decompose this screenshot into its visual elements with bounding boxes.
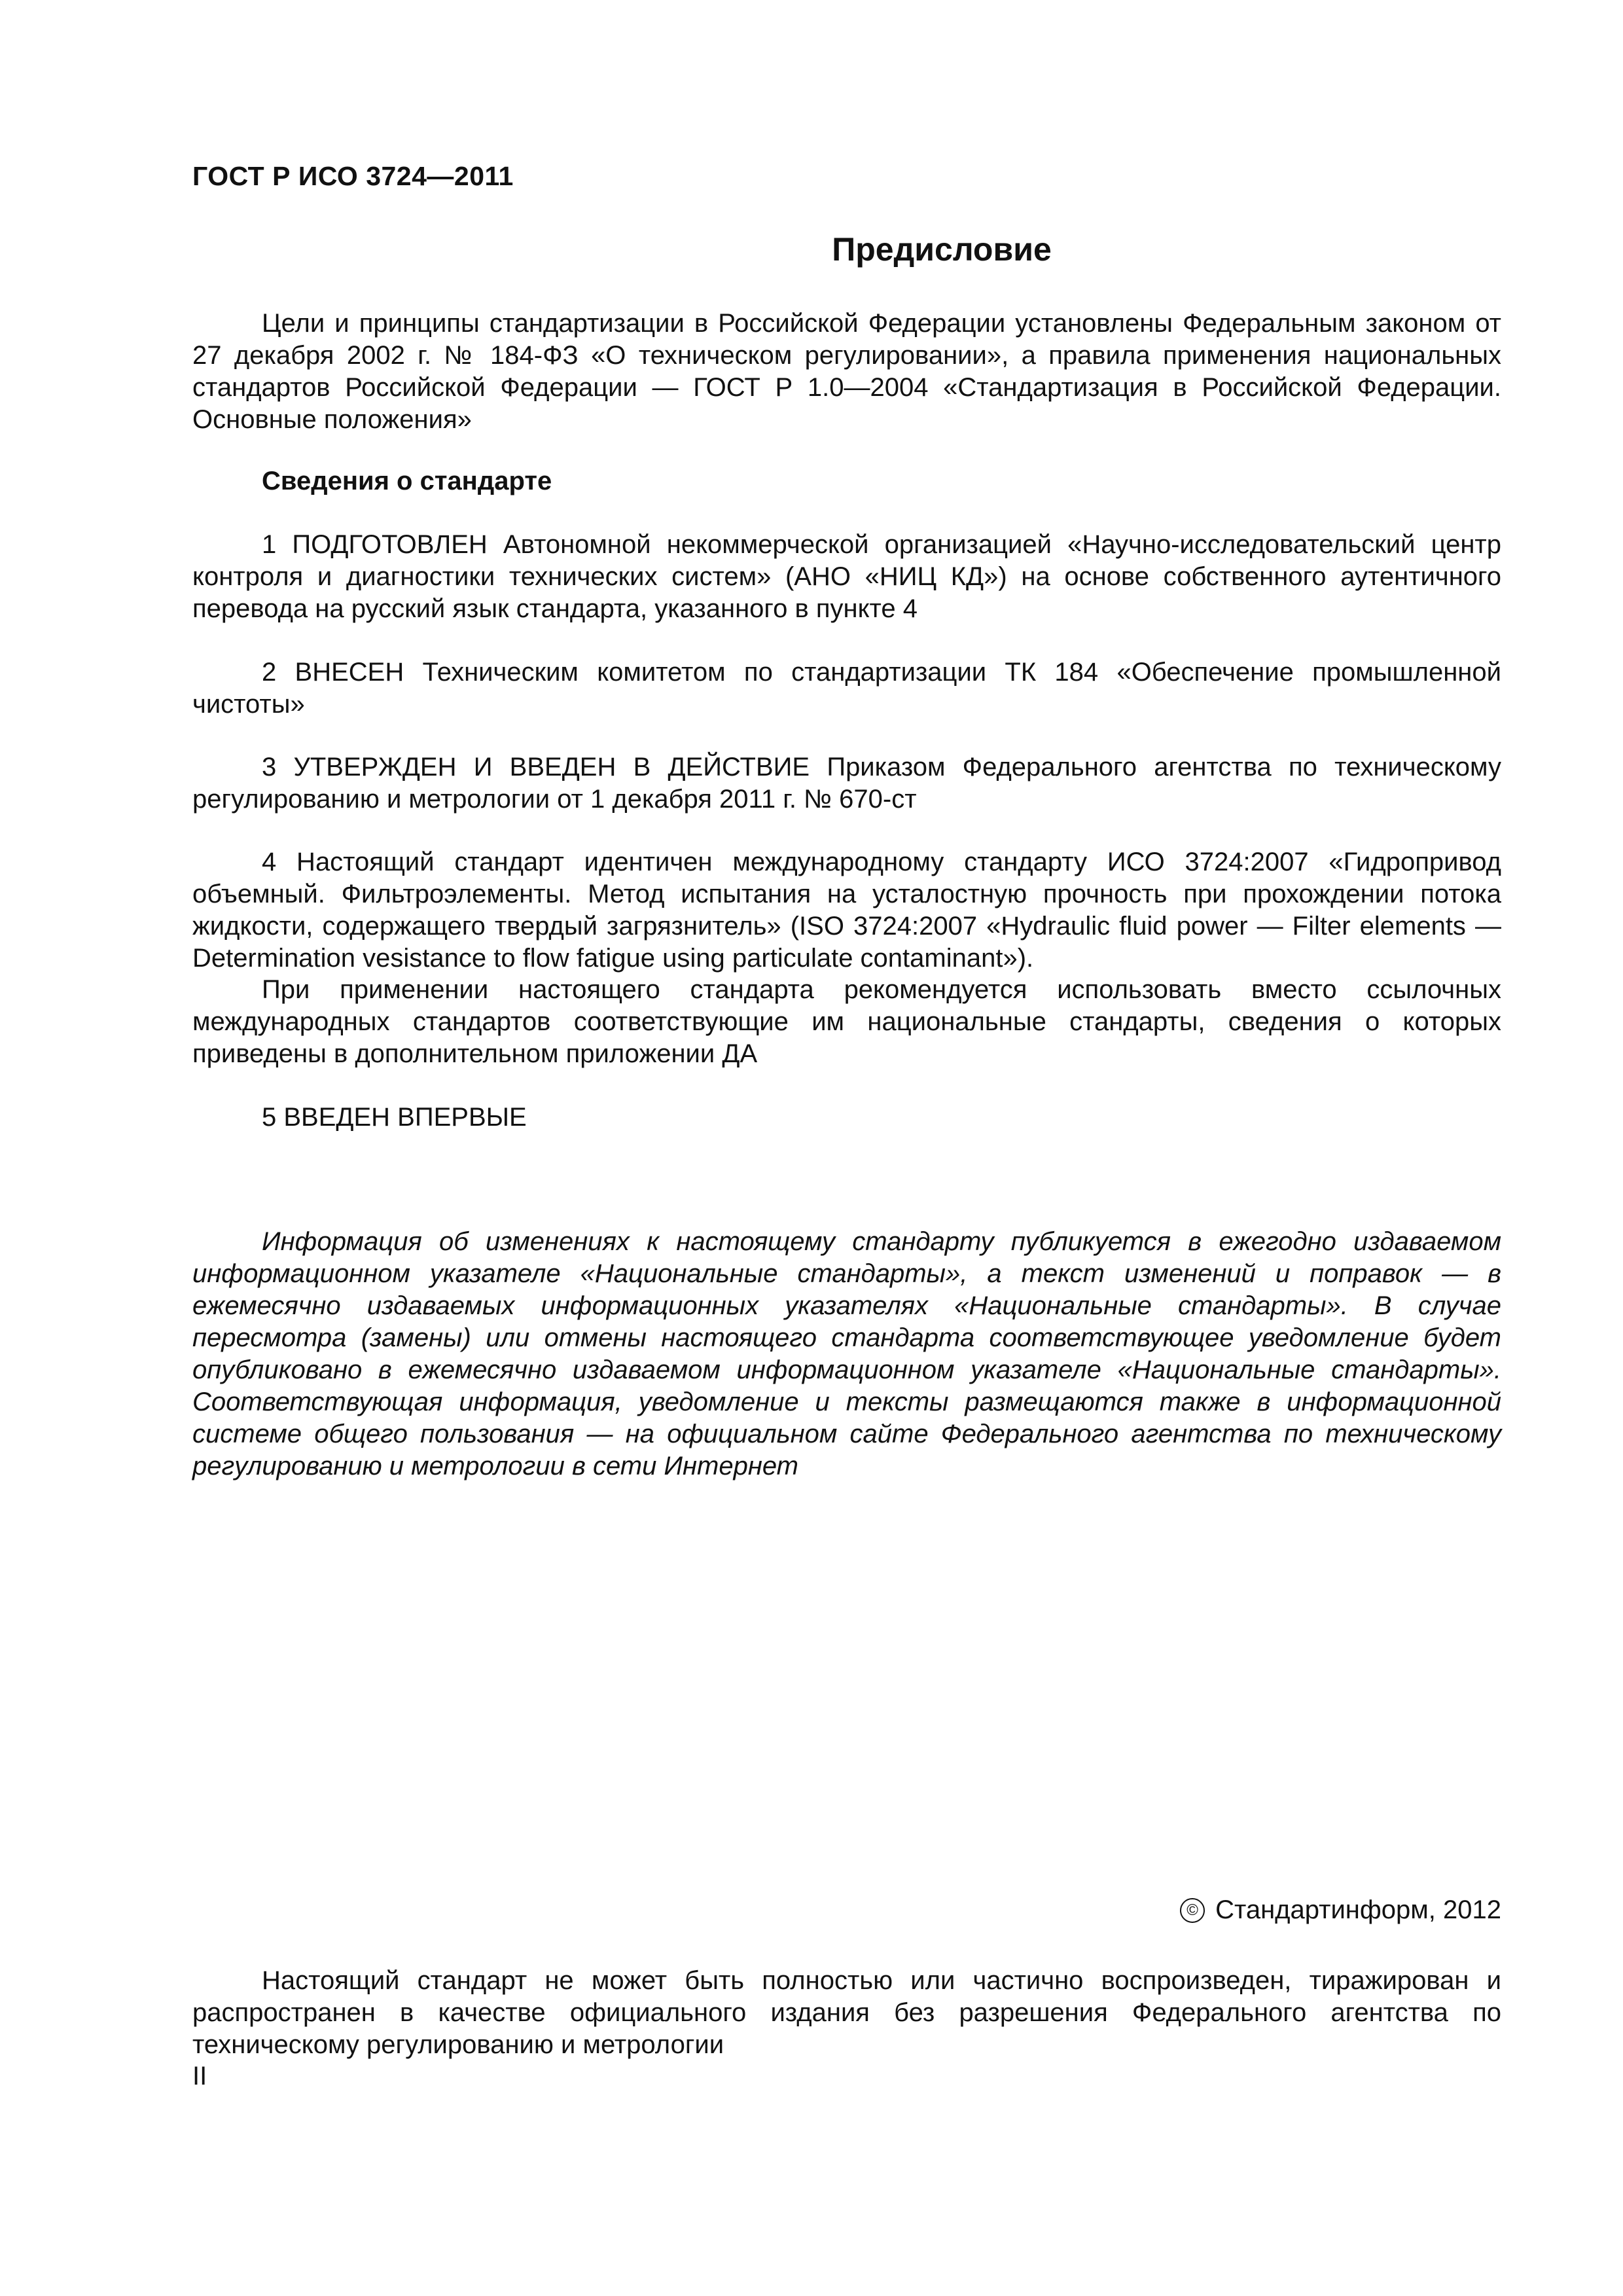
info-heading: Сведения о стандарте <box>262 467 552 495</box>
item-1-paragraph: 1 ПОДГОТОВЛЕН Автономной некоммерческой организацией «Научно-исследовательский центр контроля и диагностики технических систем» (АНО «НИЦ КД») на основе собственного аутентичного перевода на русский язык стандарта, указанного в пункте 4 <box>192 530 1501 623</box>
page-title: Предисловие <box>832 231 1052 268</box>
reproduction-notice-paragraph: Настоящий стандарт не может быть полностью или частично воспроизведен, тиражирован и распространен в качестве официального издания без разрешения Федерального агентства по техническому регулированию и метрологии <box>192 1966 1501 2059</box>
item-4-note-paragraph: При применении настоящего стандарта рекомендуется использовать вместо ссылочных международных стандартов соответствующие им национальные стандарты, сведения о которых приведены в дополнительном приложении ДА <box>192 975 1501 1068</box>
item-3-paragraph: 3 УТВЕРЖДЕН И ВВЕДЕН В ДЕЙСТВИЕ Приказом Федерального агентства по техническому регулированию и метрологии от 1 декабря 2011 г. № 670-ст <box>192 753 1501 814</box>
page-number: II <box>192 2062 207 2090</box>
notice-paragraph: Информация об изменениях к настоящему стандарту публикуется в ежегодно издаваемом информационном указателе «Национальные стандарты», а текст изменений и поправок — в ежемесячно издаваемых информационных указателях «Национальные стандарты». В случае пересмотра (замены) или отмены настоящего стандарта соответствующее уведомление будет опубликовано в ежемесячно издаваемом информационном указателе «Национальные стандарты». Соответствующая информация, уведомление и тексты размещаются также в информационной системе общего пользования — на официальном сайте Федерального агентства по техническому регулированию и метрологии в сети Интернет <box>192 1227 1501 1480</box>
copyright-text: Стандартинформ, 2012 <box>1215 1895 1501 1924</box>
document-code-header: ГОСТ Р ИСО 3724—2011 <box>192 161 514 191</box>
copyright-icon: © <box>1180 1898 1205 1923</box>
intro-paragraph: Цели и принципы стандартизации в Российской Федерации установлены Федеральным законом от 27 декабря 2002 г. № 184-ФЗ «О техническом регулировании», а правила применения национальных стандартов Российской Федерации — ГОСТ Р 1.0—2004 «Стандартизация в Российской Федерации. Основные положения» <box>192 309 1501 434</box>
copyright-line <box>1180 1895 1501 1925</box>
item-5-paragraph: 5 ВВЕДЕН ВПЕРВЫЕ <box>262 1103 527 1132</box>
document-page <box>192 0 1501 2296</box>
item-4-paragraph: 4 Настоящий стандарт идентичен международному стандарту ИСО 3724:2007 «Гидропривод объемный. Фильтроэлементы. Метод испытания на усталостную прочность при прохождении потока жидкости, содержащего твердый загрязнитель» (ISO 3724:2007 «Hydraulic fluid power — Filter elements — Determination vesistance to flow fatigue using particulate contaminant»). <box>192 848 1501 973</box>
item-2-paragraph: 2 ВНЕСЕН Техническим комитетом по стандартизации ТК 184 «Обеспечение промышленной чистоты» <box>192 658 1501 719</box>
